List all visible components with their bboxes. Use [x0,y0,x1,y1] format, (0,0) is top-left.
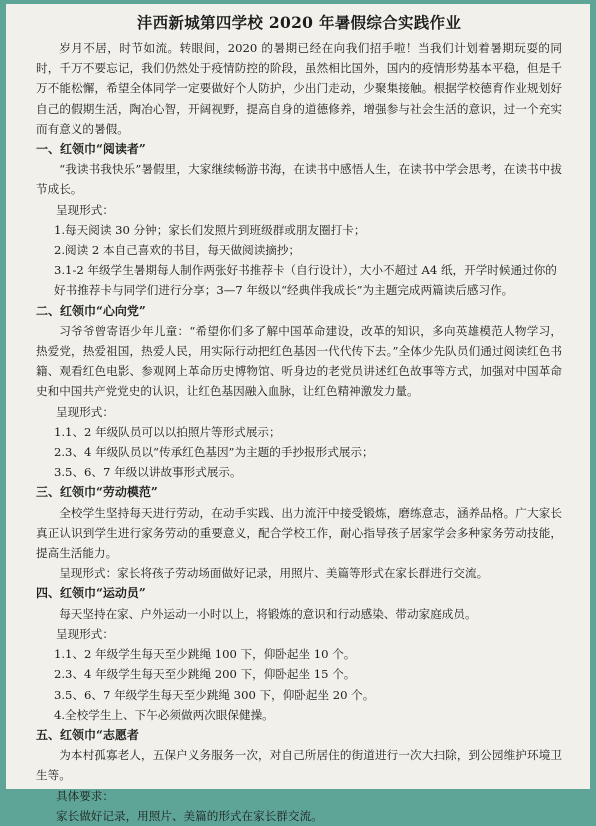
section-heading-labor: 三、红领巾“劳动模范” [36,485,158,500]
form-label-reader: 呈现形式： [56,202,114,217]
section-heading-volunteer: 五、红领巾“志愿者 [36,727,139,742]
section-body-volunteer: 为本村孤寡老人，五保户义务服务一次，对自己所居住的街道进行一次大扫除，到公园维护环境卫生等。 [36,748,562,783]
list-item: 3.1-2 年级学生暑期每人制作两张好书推荐卡（自行设计），大小不超过 A4 纸，开学时候通过你的好书推荐卡与同学们进行分享；3—7 年级以“经典伴我成长”为主题完成两篇读后感习作。 [54,263,557,298]
list-item: 2.阅读 2 本自己喜欢的书目，每天做阅读摘抄； [54,243,301,258]
section-heading-heart: 二、红领巾“心向党” [36,303,146,318]
document-page [6,4,590,823]
list-item: 3.5、6、7 年级以讲故事形式展示。 [54,465,242,480]
list-item: 3.5、6、7 年级学生每天至少跳绳 300 下，仰卧起坐 20 个。 [54,687,375,702]
section-heading-athlete: 四、红领巾“运动员” [36,586,146,601]
list-item: 2.3、4 年级学生每天至少跳绳 200 下，仰卧起坐 15 个。 [54,667,356,682]
intro-paragraph: 岁月不居，时节如流。转眼间，2020 的暑期已经在向我们招手啦！当我们计划着暑期玩耍的同时，千万不要忘记，我们仍然处于疫情防控的阶段，虽然相比国外，国内的疫情形势基本平稳，但是千万不能松懈，希望全体同学一定要做好个人防护，少出门走动，少聚集接触。根据学校德育作业规划好自己的假期生活，陶冶心智，开阔视野，提高自身的道德修养，增强参与社会生活的意识，过一个充实而有意义的暑假。 [36,41,562,136]
section-body-athlete: 每天坚持在家、户外运动一小时以上，将锻炼的意识和行动感染、带动家庭成员。 [59,606,477,621]
requirements-label: 具体要求： [56,788,114,803]
section-body-labor: 全校学生坚持每天进行劳动，在动手实践、出力流汗中接受锻炼，磨练意志，涵养品格。广大家长真正认识到学生进行家务劳动的重要意义，配合学校工作，耐心指导孩子居家学会多种家务劳动技能，提高生活能力。 [36,505,562,561]
form-label-athlete: 呈现形式： [56,626,114,641]
section-heading-reader: 一、红领巾“阅读者” [36,142,146,157]
requirements-text: 家长做好记录，用照片、美篇的形式在家长群交流。 [56,808,323,823]
list-item: 2.3、4 年级队员以“传承红色基因”为主题的手抄报形式展示； [54,445,374,460]
list-item: 1.每天阅读 30 分钟；家长们发照片到班级群或朋友圈打卡； [54,222,366,237]
section-body-heart: 习爷爷曾寄语少年儿童：“希望你们多了解中国革命建设，改革的知识，多向英雄模范人物学习，热爱党，热爱祖国，热爱人民，用实际行动把红色基因一代代传下去。”全体少先队员们通过阅读红色书籍、观看红色电影、参观网上革命历史博物馆、听身边的老党员讲述红色故事等方式，加强对中国革命史和中国共产党党史的认识，让红色基因融入血脉，让红色精神激发力量。 [36,323,562,399]
document-title: 沣西新城第四学校 2020 年暑假综合实践作业 [136,13,462,32]
list-item: 1.1、2 年级队员可以以拍照片等形式展示； [54,424,281,439]
list-item: 4.全校学生上、下午必须做两次眼保健操。 [54,707,274,722]
section-body-reader: “我读书我快乐”暑假里，大家继续畅游书海，在读书中感悟人生，在读书中学会思考，在读书中拔节成长。 [36,162,562,197]
list-item: 1.1、2 年级学生每天至少跳绳 100 下，仰卧起坐 10 个。 [54,647,356,662]
form-line-labor: 呈现形式：家长将孩子劳动场面做好记录，用照片、美篇等形式在家长群进行交流。 [59,566,489,581]
form-label-heart: 呈现形式： [56,404,114,419]
